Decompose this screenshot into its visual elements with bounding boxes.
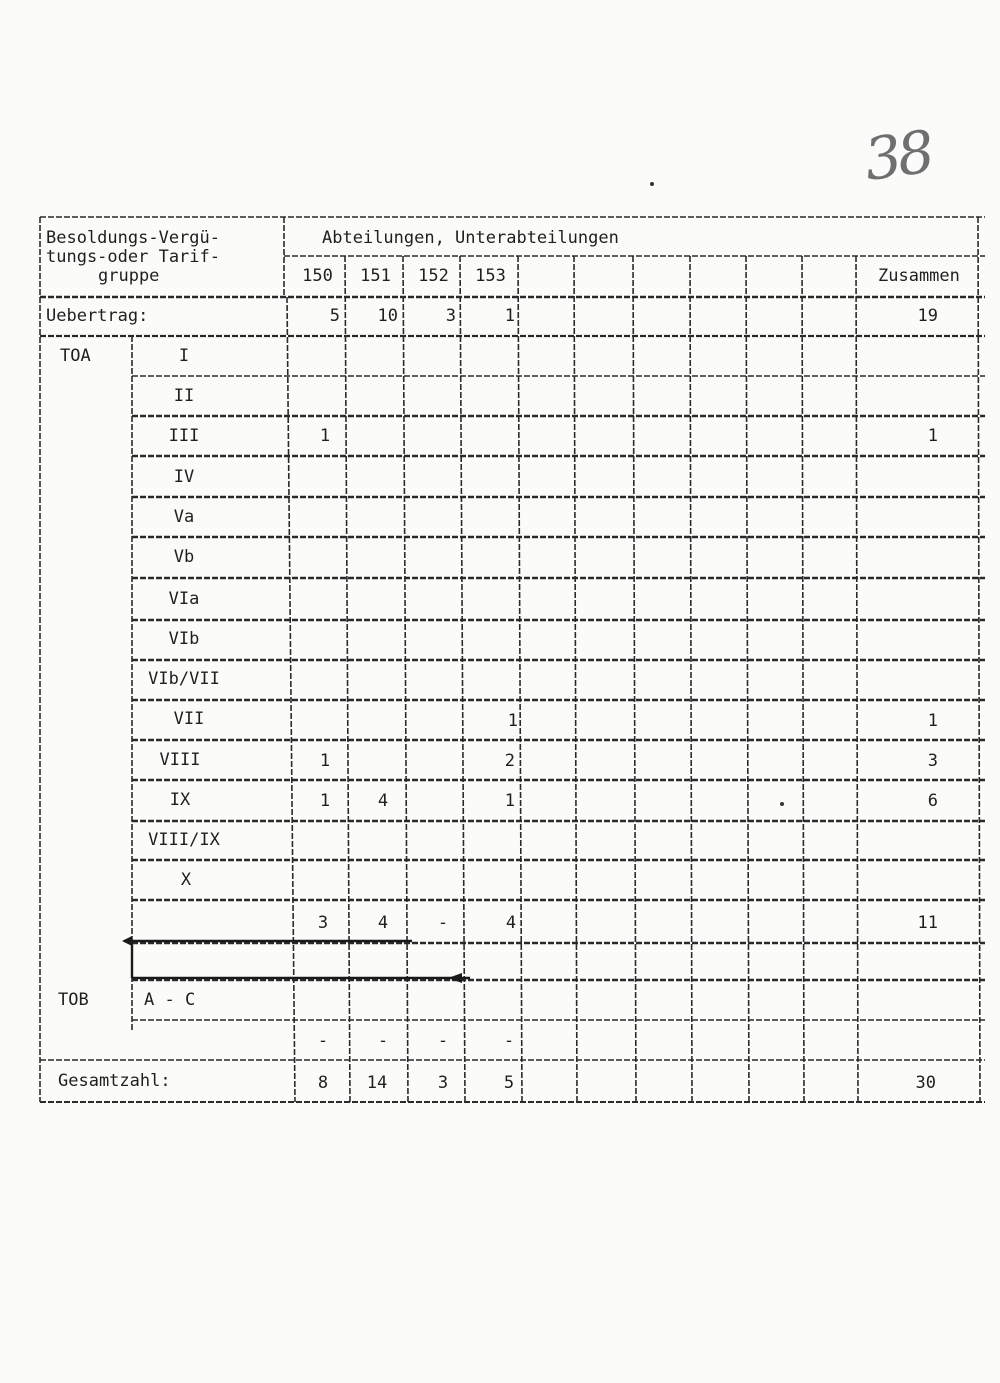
grade-label: Va	[173, 507, 195, 527]
grade-label: VIb	[168, 629, 200, 649]
grade-label: Vb	[173, 547, 195, 567]
tob-subtotal-value: -	[503, 1031, 515, 1051]
grade-label: VIb/VII	[148, 669, 220, 689]
column-header-150: 150	[302, 266, 333, 286]
uebertrag-value: 3	[445, 306, 456, 326]
row-total: 6	[927, 791, 938, 811]
uebertrag-value: 10	[377, 306, 398, 326]
grade-label: VII	[173, 709, 205, 729]
row-total: 3	[927, 751, 938, 771]
grade-label: VIII	[159, 750, 201, 770]
toa-subtotal-value: 4	[377, 913, 389, 933]
row-total: 1	[927, 711, 938, 731]
grade-label: A - C	[144, 990, 196, 1010]
column-header-151: 151	[360, 266, 391, 286]
toa-subtotal-value: 4	[505, 913, 517, 933]
group-column-header-line1: Besoldungs-Vergü-	[46, 228, 220, 248]
cell-value: 1	[504, 791, 515, 811]
uebertrag-value: 1	[504, 306, 515, 326]
uebertrag-value: 5	[329, 306, 340, 326]
tob-label: TOB	[58, 990, 89, 1010]
uebertrag-total: 19	[917, 306, 938, 326]
grade-label: VIa	[168, 589, 200, 609]
uebertrag-label: Uebertrag:	[46, 306, 149, 326]
group-column-header-line2: tungs-oder Tarif-	[46, 247, 220, 267]
gesamt-total: 30	[915, 1073, 936, 1093]
toa-subtotal-value: 3	[317, 913, 329, 933]
gesamt-value: 5	[503, 1073, 515, 1093]
grade-label: II	[173, 386, 195, 406]
total-column-header: Zusammen	[878, 266, 960, 286]
column-header-153: 153	[475, 266, 506, 286]
cell-value: 4	[377, 791, 389, 811]
tob-subtotal-value: -	[317, 1031, 329, 1051]
toa-subtotal-value: -	[437, 913, 449, 933]
handwritten-page-number: 38	[860, 117, 935, 195]
grade-label: VIII/IX	[148, 830, 220, 850]
group-column-header-line3: gruppe	[98, 266, 160, 286]
column-header-152: 152	[418, 266, 449, 286]
gesamt-value: 3	[437, 1073, 449, 1093]
gesamt-value: 14	[366, 1073, 388, 1093]
gesamtzahl-label: Gesamtzahl:	[58, 1071, 171, 1091]
grade-label: IX	[169, 790, 191, 810]
toa-label: TOA	[60, 346, 91, 366]
cell-value: 1	[319, 751, 331, 771]
tob-subtotal-value: -	[437, 1031, 449, 1051]
gesamt-value: 8	[317, 1073, 329, 1093]
grade-label: I	[178, 346, 190, 366]
tob-subtotal-value: -	[377, 1031, 389, 1051]
cell-value: 1	[507, 711, 518, 731]
departments-header: Abteilungen, Unterabteilungen	[322, 228, 619, 248]
grade-label: IV	[173, 467, 195, 487]
cell-value: 2	[504, 751, 515, 771]
cell-value: 1	[319, 791, 331, 811]
toa-subtotal-total: 11	[917, 913, 938, 933]
cell-value: 1	[319, 426, 331, 446]
grade-label: III	[168, 426, 200, 446]
grade-label: X	[180, 870, 192, 890]
row-total: 1	[927, 426, 938, 446]
